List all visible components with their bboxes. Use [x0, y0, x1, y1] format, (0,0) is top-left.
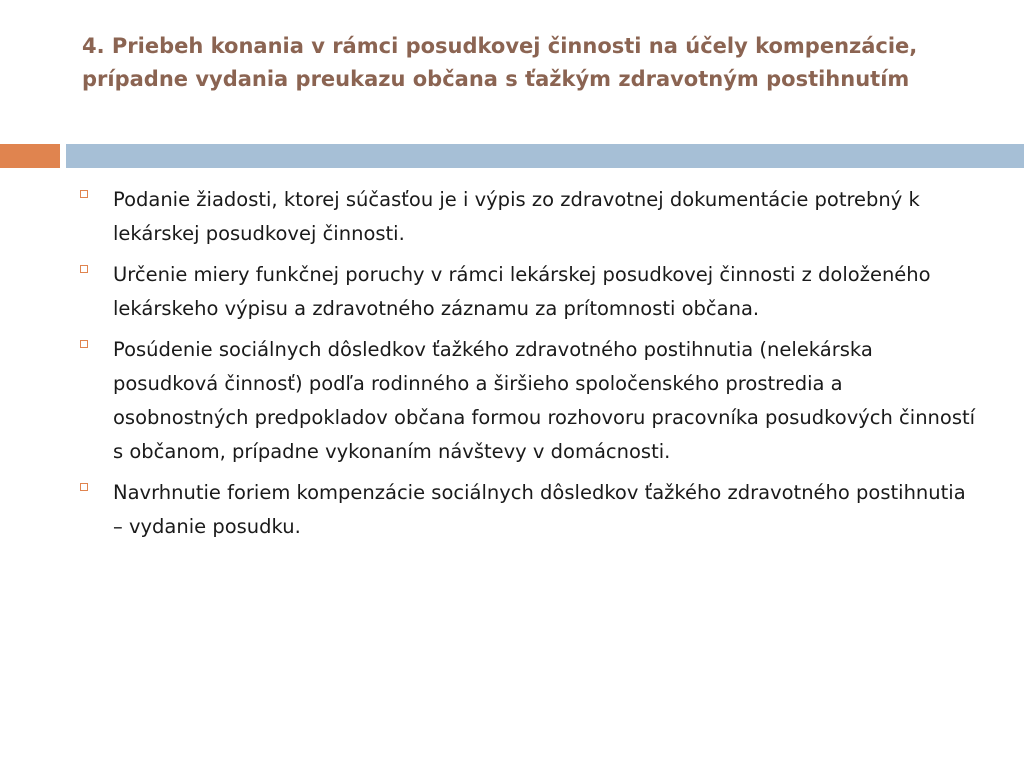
bullet-list: [80, 184, 980, 552]
bullet-text: Posúdenie sociálnych dôsledkov ťažkého zdravotného postihnutia (nelekárska posudková činnosť) podľa rodinného a širšieho spoločenského prostredia a osobnostných predpokladov občana formou rozhovoru pracovníka posudkových činností s občanom, prípadne vykonaním návštevy v domácnosti.: [113, 338, 976, 463]
bullet-item: [80, 184, 980, 251]
bullet-text: Podanie žiadosti, ktorej súčasťou je i výpis zo zdravotnej dokumentácie potrebný k lekárskej posudkovej činnosti.: [113, 188, 920, 245]
bullet-item: [80, 477, 980, 544]
bullet-text: Navrhnutie foriem kompenzácie sociálnych dôsledkov ťažkého zdravotného postihnutia – vydanie posudku.: [113, 481, 966, 538]
square-bullet-icon: [80, 340, 88, 348]
square-bullet-icon: [80, 265, 88, 273]
bullet-text: Určenie miery funkčnej poruchy v rámci lekárskej posudkovej činnosti z doloženého lekárskeho výpisu a zdravotného záznamu za prítomnosti občana.: [113, 263, 931, 320]
square-bullet-icon: [80, 190, 88, 198]
bullet-item: [80, 334, 980, 469]
bullet-item: [80, 259, 980, 326]
accent-bar-blue: [66, 144, 1024, 168]
square-bullet-icon: [80, 483, 88, 491]
slide-title: 4. Priebeh konania v rámci posudkovej činnosti na účely kompenzácie, prípadne vydania preukazu občana s ťažkým zdravotným postihnutím: [82, 34, 918, 91]
accent-bar-orange: [0, 144, 60, 168]
